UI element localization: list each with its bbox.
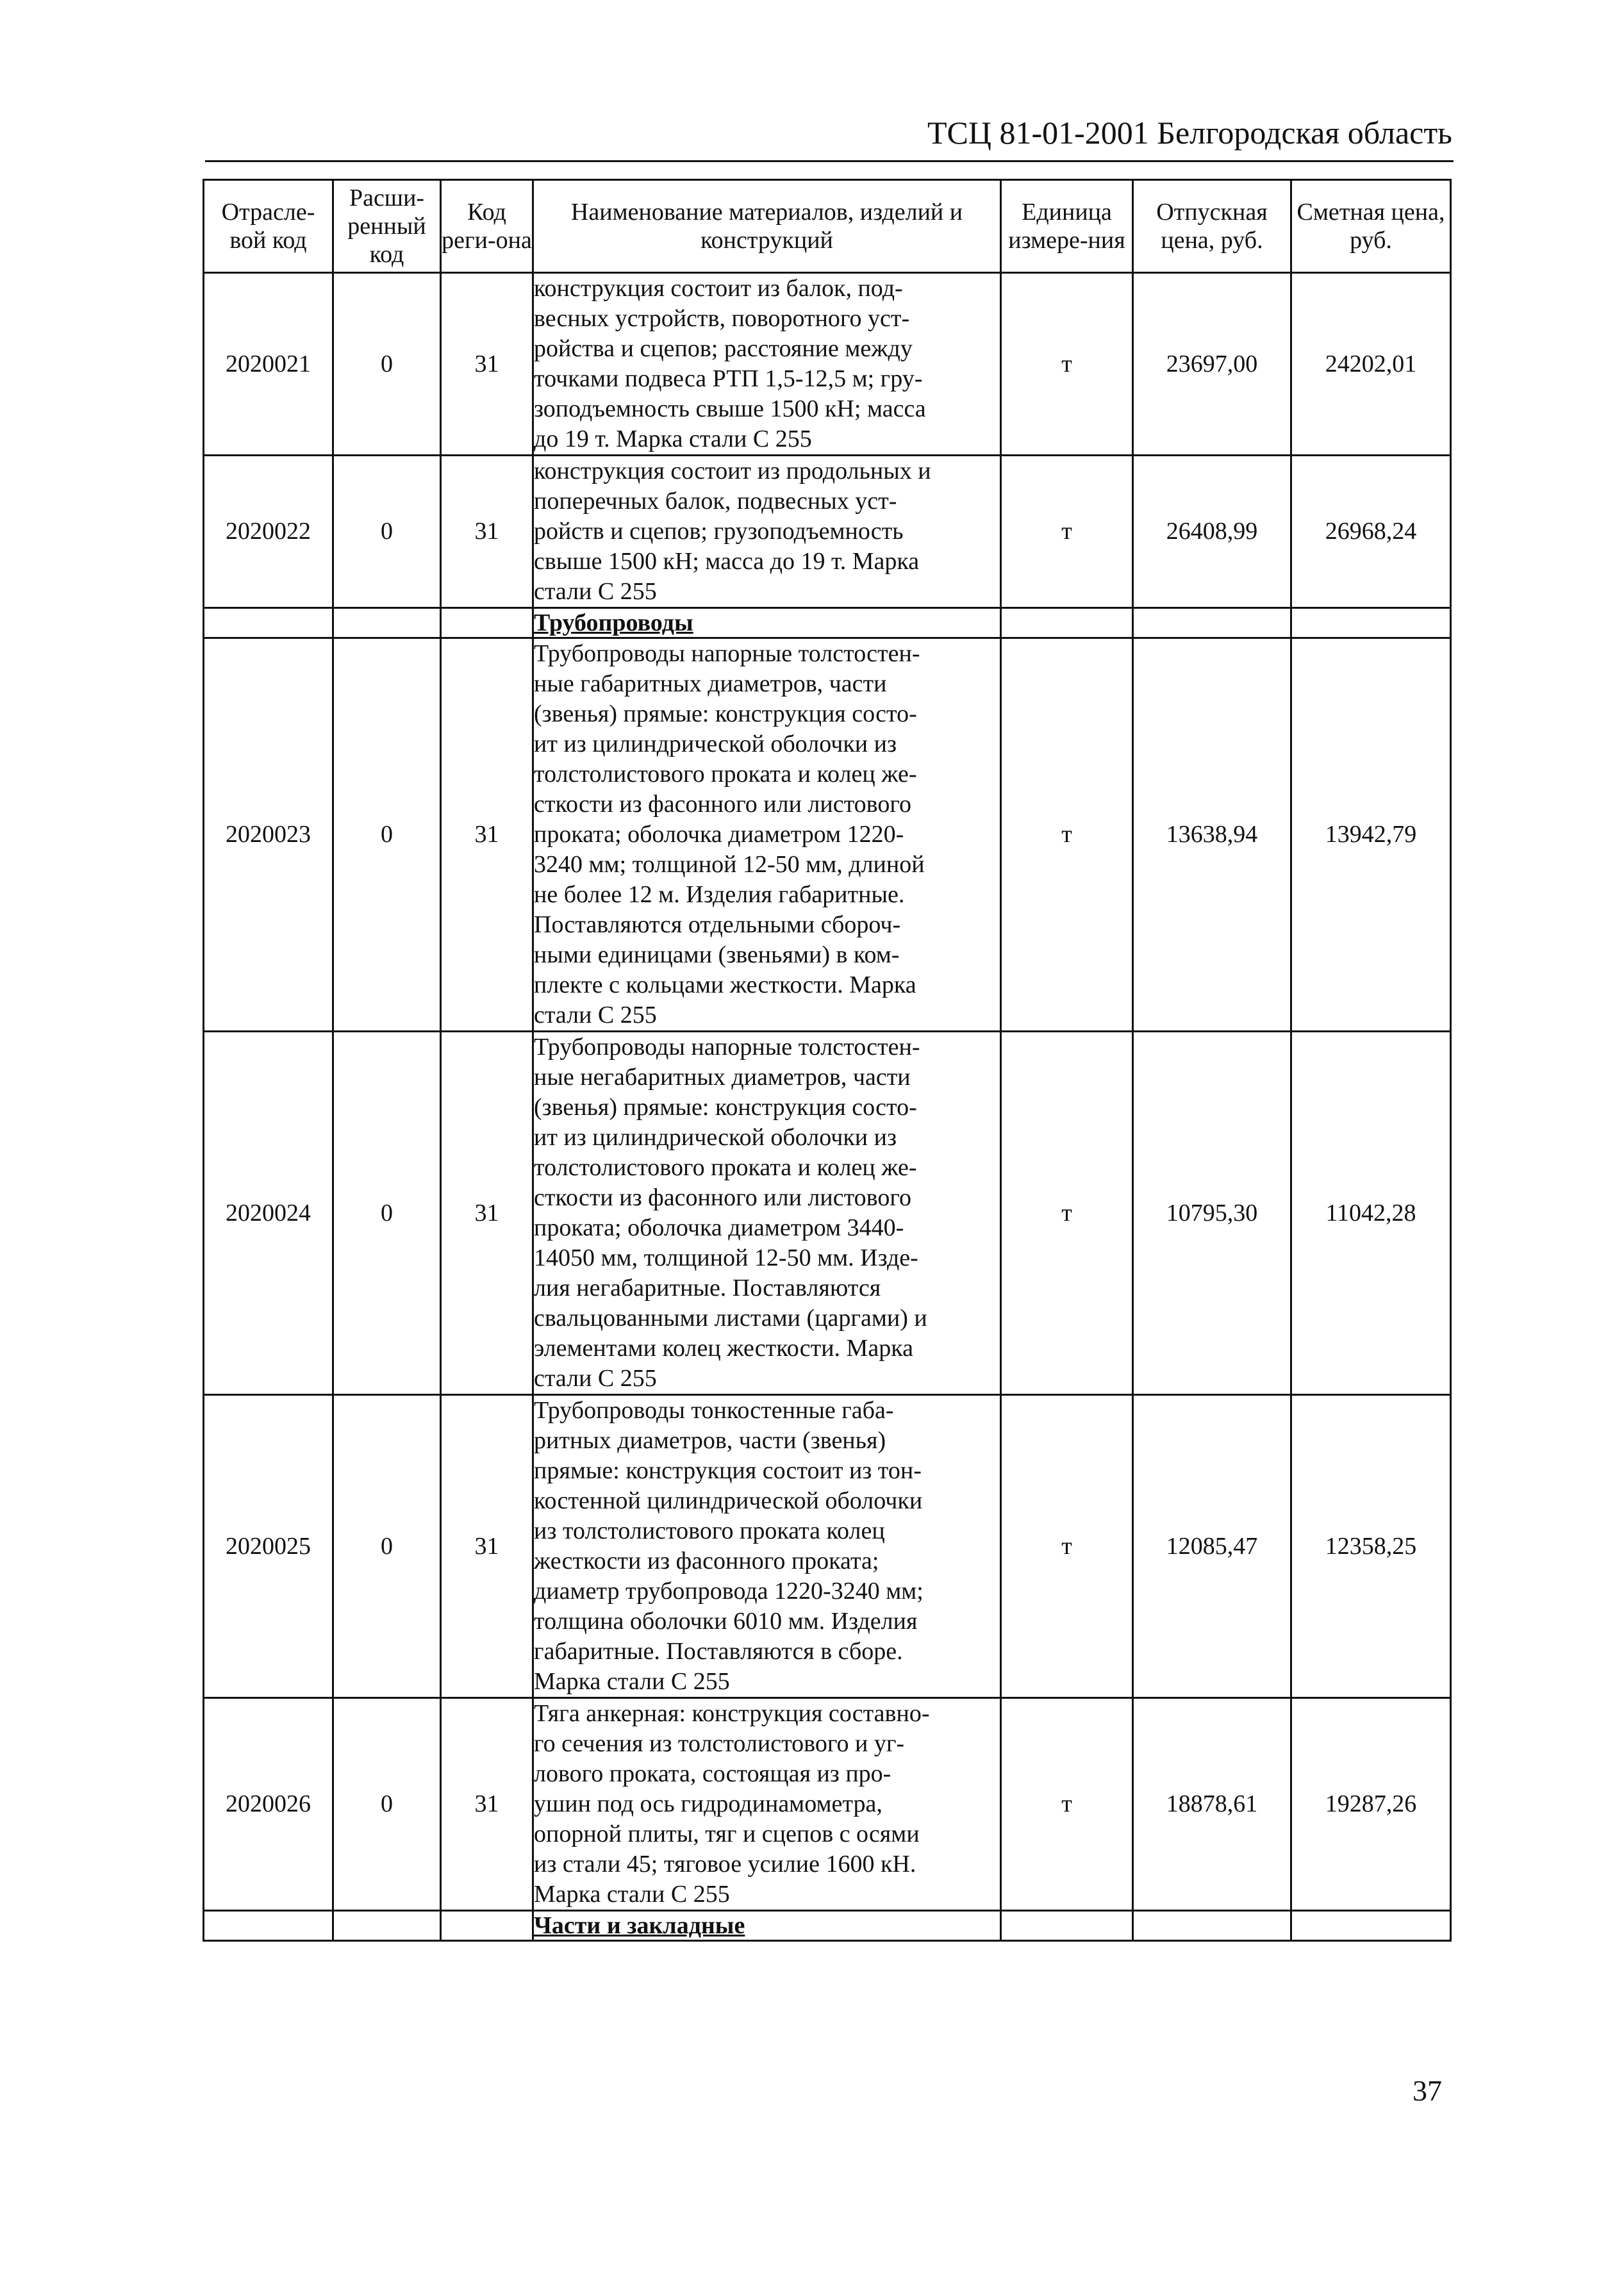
section-title: Трубопроводы [533,608,1001,638]
col-header-name: Наименование материалов, изделий и конструкций [533,180,1001,273]
name-line: до 19 т. Марка стали С 255 [534,425,812,452]
unit-cell: т [1001,1395,1133,1698]
name-line: плекте с кольцами жесткости. Марка [534,971,916,998]
empty-cell [333,608,441,638]
name-line: свыше 1500 кН; масса до 19 т. Марка [534,548,920,575]
name-line: проката; оболочка диаметром 1220- [534,821,904,848]
name-line: ит из цилиндрической оболочки из [534,1124,897,1151]
name-line: свальцованными листами (царгами) и [534,1305,927,1332]
section-title: Части и закладные [533,1911,1001,1941]
table-row [204,638,1451,1032]
name-line: (звенья) прямые: конструкция состо- [534,1094,917,1121]
name-line: ными единицами (звеньями) в ком- [534,941,900,968]
name-line: диаметр трубопровода 1220-3240 мм; [534,1578,924,1605]
estimate-price-cell: 12358,25 [1291,1395,1451,1698]
name-line: ритных диаметров, части (звенья) [534,1427,886,1454]
industry-code-cell: 2020025 [204,1395,333,1698]
table-row [204,273,1451,456]
release-price-cell: 26408,99 [1133,456,1291,608]
table-row [204,1698,1451,1911]
col-header-release-price: Отпускная цена, руб. [1133,180,1291,273]
name-line: из толстолистового проката колец [534,1517,885,1544]
name-line: лия негабаритные. Поставляются [534,1275,881,1301]
name-line: опорной плиты, тяг и сцепов с осями [534,1821,920,1847]
section-row [204,608,1451,638]
release-price-cell: 10795,30 [1133,1032,1291,1395]
table-body [204,273,1451,1941]
industry-code-cell: 2020022 [204,456,333,608]
price-table [203,179,1452,1942]
name-line: из стали 45; тяговое усилие 1600 кН. [534,1851,916,1878]
name-line: ушин под ось гидродинамометра, [534,1790,882,1817]
name-line: толстолистового проката и колец же- [534,761,917,788]
extended-code-cell: 0 [333,638,441,1032]
name-line: ит из цилиндрической оболочки из [534,731,897,757]
region-code-cell: 31 [441,1698,533,1911]
name-line: ройства и сцепов; расстояние между [534,335,913,362]
estimate-price-cell: 24202,01 [1291,273,1451,456]
name-line: Тяга анкерная: конструкция составно- [534,1700,930,1727]
name-line: элементами колец жесткости. Марка [534,1335,913,1362]
name-cell [533,1698,1001,1911]
name-line: точками подвеса РТП 1,5-12,5 м; гру- [534,365,923,392]
name-cell [533,1032,1001,1395]
empty-cell [333,1911,441,1941]
empty-cell [1001,1911,1133,1941]
name-line: лового проката, состоящая из про- [534,1760,891,1787]
name-cell [533,456,1001,608]
estimate-price-cell: 13942,79 [1291,638,1451,1032]
region-code-cell: 31 [441,638,533,1032]
empty-cell [441,608,533,638]
name-line: стали С 255 [534,1365,657,1392]
empty-cell [1291,1911,1451,1941]
name-line: ные негабаритных диаметров, части [534,1064,911,1091]
table-row [204,1032,1451,1395]
page-number: 37 [1413,2074,1442,2107]
estimate-price-cell: 19287,26 [1291,1698,1451,1911]
name-line: весных устройств, поворотного уст- [534,305,910,332]
col-header-estimate-price: Сметная цена, руб. [1291,180,1451,273]
region-code-cell: 31 [441,1395,533,1698]
name-line: ройств и сцепов; грузоподъемность [534,518,904,545]
industry-code-cell: 2020024 [204,1032,333,1395]
col-header-industry-code: Отрасле-вой код [204,180,333,273]
name-line: (звенья) прямые: конструкция состо- [534,700,917,727]
industry-code-cell: 2020026 [204,1698,333,1911]
name-line: не более 12 м. Изделия габаритные. [534,881,905,908]
name-line: габаритные. Поставляются в сборе. [534,1638,903,1665]
empty-cell [204,1911,333,1941]
empty-cell [1001,608,1133,638]
name-line: сткости из фасонного или листового [534,1184,911,1211]
estimate-price-cell: 11042,28 [1291,1032,1451,1395]
name-line: 3240 мм; толщиной 12-50 мм, длиной [534,851,925,878]
release-price-cell: 23697,00 [1133,273,1291,456]
region-code-cell: 31 [441,456,533,608]
name-cell [533,638,1001,1032]
section-row [204,1911,1451,1941]
release-price-cell: 12085,47 [1133,1395,1291,1698]
unit-cell: т [1001,456,1133,608]
empty-cell [441,1911,533,1941]
release-price-cell: 13638,94 [1133,638,1291,1032]
name-line: го сечения из толстолистового и уг- [534,1730,905,1757]
name-line: стали С 255 [534,1002,657,1028]
unit-cell: т [1001,638,1133,1032]
col-header-unit: Единица измере-ния [1001,180,1133,273]
col-header-region-code: Код реги-она [441,180,533,273]
name-line: толстолистового проката и колец же- [534,1154,917,1181]
extended-code-cell: 0 [333,1698,441,1911]
name-line: конструкция состоит из продольных и [534,458,931,484]
release-price-cell: 18878,61 [1133,1698,1291,1911]
name-line: Марка стали С 255 [534,1881,730,1908]
empty-cell [1133,608,1291,638]
extended-code-cell: 0 [333,273,441,456]
name-line: стали С 255 [534,578,657,605]
unit-cell: т [1001,273,1133,456]
table-row [204,1395,1451,1698]
col-header-extended-code: Расши-ренный код [333,180,441,273]
industry-code-cell: 2020023 [204,638,333,1032]
name-line: 14050 мм, толщиной 12-50 мм. Изде- [534,1244,918,1271]
table-row [204,456,1451,608]
name-line: зоподъемность свыше 1500 кН; масса [534,395,926,422]
name-line: ные габаритных диаметров, части [534,670,887,697]
extended-code-cell: 0 [333,1395,441,1698]
region-code-cell: 31 [441,1032,533,1395]
name-cell [533,1395,1001,1698]
name-line: конструкция состоит из балок, под- [534,275,903,302]
name-line: поперечных балок, подвесных уст- [534,488,897,515]
table-header-row [204,180,1451,273]
name-line: жесткости из фасонного проката; [534,1548,879,1574]
extended-code-cell: 0 [333,1032,441,1395]
empty-cell [1133,1911,1291,1941]
name-line: Поставляются отдельными сбороч- [534,911,901,938]
industry-code-cell: 2020021 [204,273,333,456]
page-header: ТСЦ 81-01-2001 Белгородская область [927,115,1452,151]
name-line: Трубопроводы напорные толстостен- [534,640,920,667]
unit-cell: т [1001,1698,1133,1911]
name-line: Трубопроводы тонкостенные габа- [534,1397,894,1424]
extended-code-cell: 0 [333,456,441,608]
name-line: Марка стали С 255 [534,1668,730,1695]
name-line: проката; оболочка диаметром 3440- [534,1214,904,1241]
unit-cell: т [1001,1032,1133,1395]
name-line: толщина оболочки 6010 мм. Изделия [534,1608,918,1635]
name-line: костенной цилиндрической оболочки [534,1487,923,1514]
name-line: Трубопроводы напорные толстостен- [534,1034,920,1061]
header-rule [205,160,1454,162]
name-line: прямые: конструкция состоит из тон- [534,1457,922,1484]
estimate-price-cell: 26968,24 [1291,456,1451,608]
name-line: сткости из фасонного или листового [534,791,911,818]
name-cell [533,273,1001,456]
region-code-cell: 31 [441,273,533,456]
empty-cell [204,608,333,638]
empty-cell [1291,608,1451,638]
